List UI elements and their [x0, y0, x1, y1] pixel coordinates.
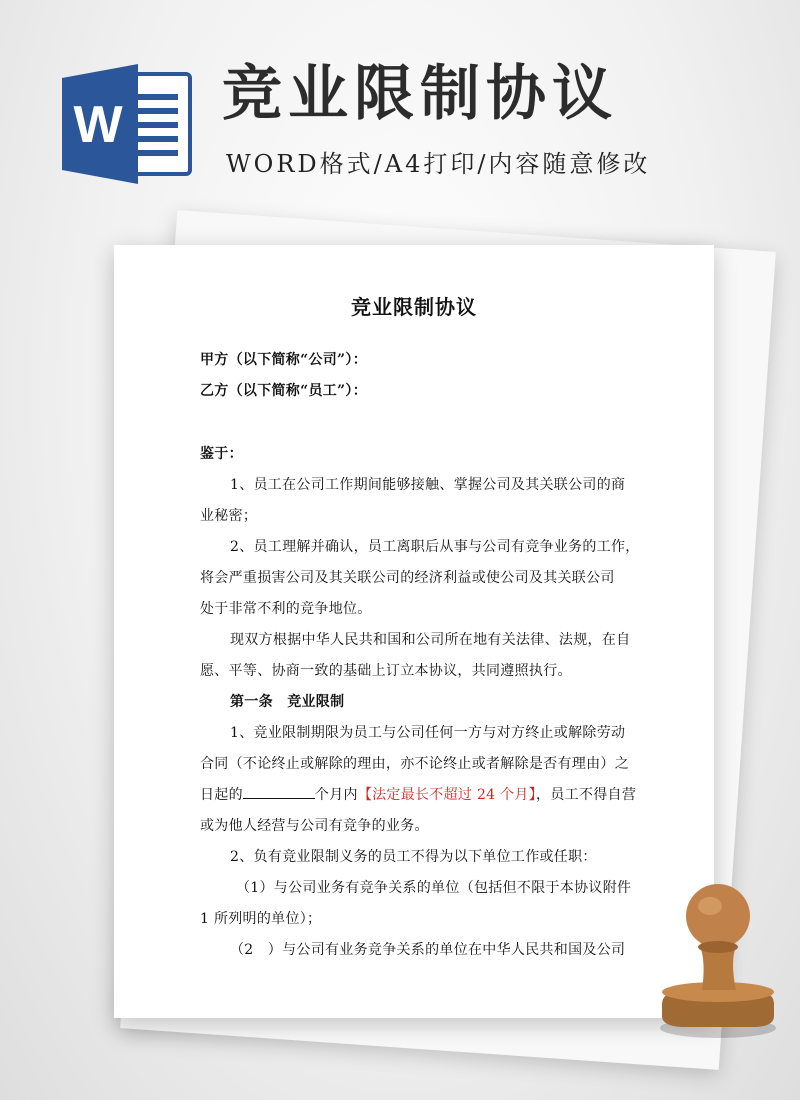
page-subtitle: WORD格式/A4打印/内容随意修改 — [226, 150, 651, 178]
article-1-item-2-1-line-1: （1）与公司业务有竞争关系的单位（包括但不限于本协议附件 — [236, 880, 632, 896]
whereas-heading: 鉴于： — [200, 446, 243, 462]
article-1-item-2-2-line-1: （2 ）与公司有业务竞争关系的单位在中华人民共和国及公司 — [230, 942, 626, 958]
article-1-item-2-line-1: 2、负有竞业限制义务的员工不得为以下单位工作或任职： — [230, 849, 597, 865]
article-1-item-1-line-2: 合同（不论终止或解除的理由，亦不论终止或者解除是否有理由）之 — [200, 756, 629, 772]
article-1-item-1-line-3 — [200, 780, 636, 811]
line-text: ，员工不得自营 — [536, 787, 637, 803]
recital-1-line-2: 业秘密； — [200, 508, 258, 524]
party-b-line: 乙方（以下简称“员工”）： — [200, 383, 368, 399]
recital-2-line-1: 2、员工理解并确认，员工离职后从事与公司有竞争业务的工作， — [230, 539, 640, 555]
spacer — [200, 407, 636, 439]
article-1-item-1-line-1: 1、竞业限制期限为员工与公司任何一方与对方终止或解除劳动 — [230, 725, 626, 741]
legal-limit-note: 【法定最长不超过 24 个月】 — [357, 787, 537, 803]
recital-2-line-3: 处于非常不利的竞争地位。 — [200, 601, 372, 617]
recital-3-line-2: 愿、平等、协商一致的基础上订立本协议，共同遵照执行。 — [200, 663, 572, 679]
word-icon — [62, 64, 194, 184]
line-text: 个月内 — [314, 787, 358, 803]
document-title: 竞业限制协议 — [351, 295, 477, 319]
recital-3-line-1: 现双方根据中华人民共和国和公司所在地有关法律、法规，在自 — [230, 632, 631, 648]
article-1-heading: 第一条 竞业限制 — [230, 694, 345, 710]
word-logo-letter: W — [73, 96, 123, 154]
document-body — [200, 345, 640, 966]
page-title: 竞业限制协议 — [222, 59, 618, 129]
wooden-stamp-icon — [652, 872, 782, 1042]
recital-2-line-2: 将会严重损害公司及其关联公司的经济利益或使公司及其关联公司 — [200, 570, 615, 586]
article-1-item-2-1-line-2: 1 所列明的单位）； — [200, 911, 322, 927]
month-blank-field[interactable] — [243, 782, 315, 799]
line-text: 日起的 — [200, 787, 243, 803]
recital-1-line-1: 1、员工在公司工作期间能够接触、掌握公司及其关联公司的商 — [230, 477, 626, 493]
document-page — [114, 245, 714, 1018]
article-1-item-1-line-4: 或为他人经营与公司有竞争的业务。 — [200, 818, 429, 834]
party-a-line: 甲方（以下简称“公司”）： — [200, 352, 368, 368]
